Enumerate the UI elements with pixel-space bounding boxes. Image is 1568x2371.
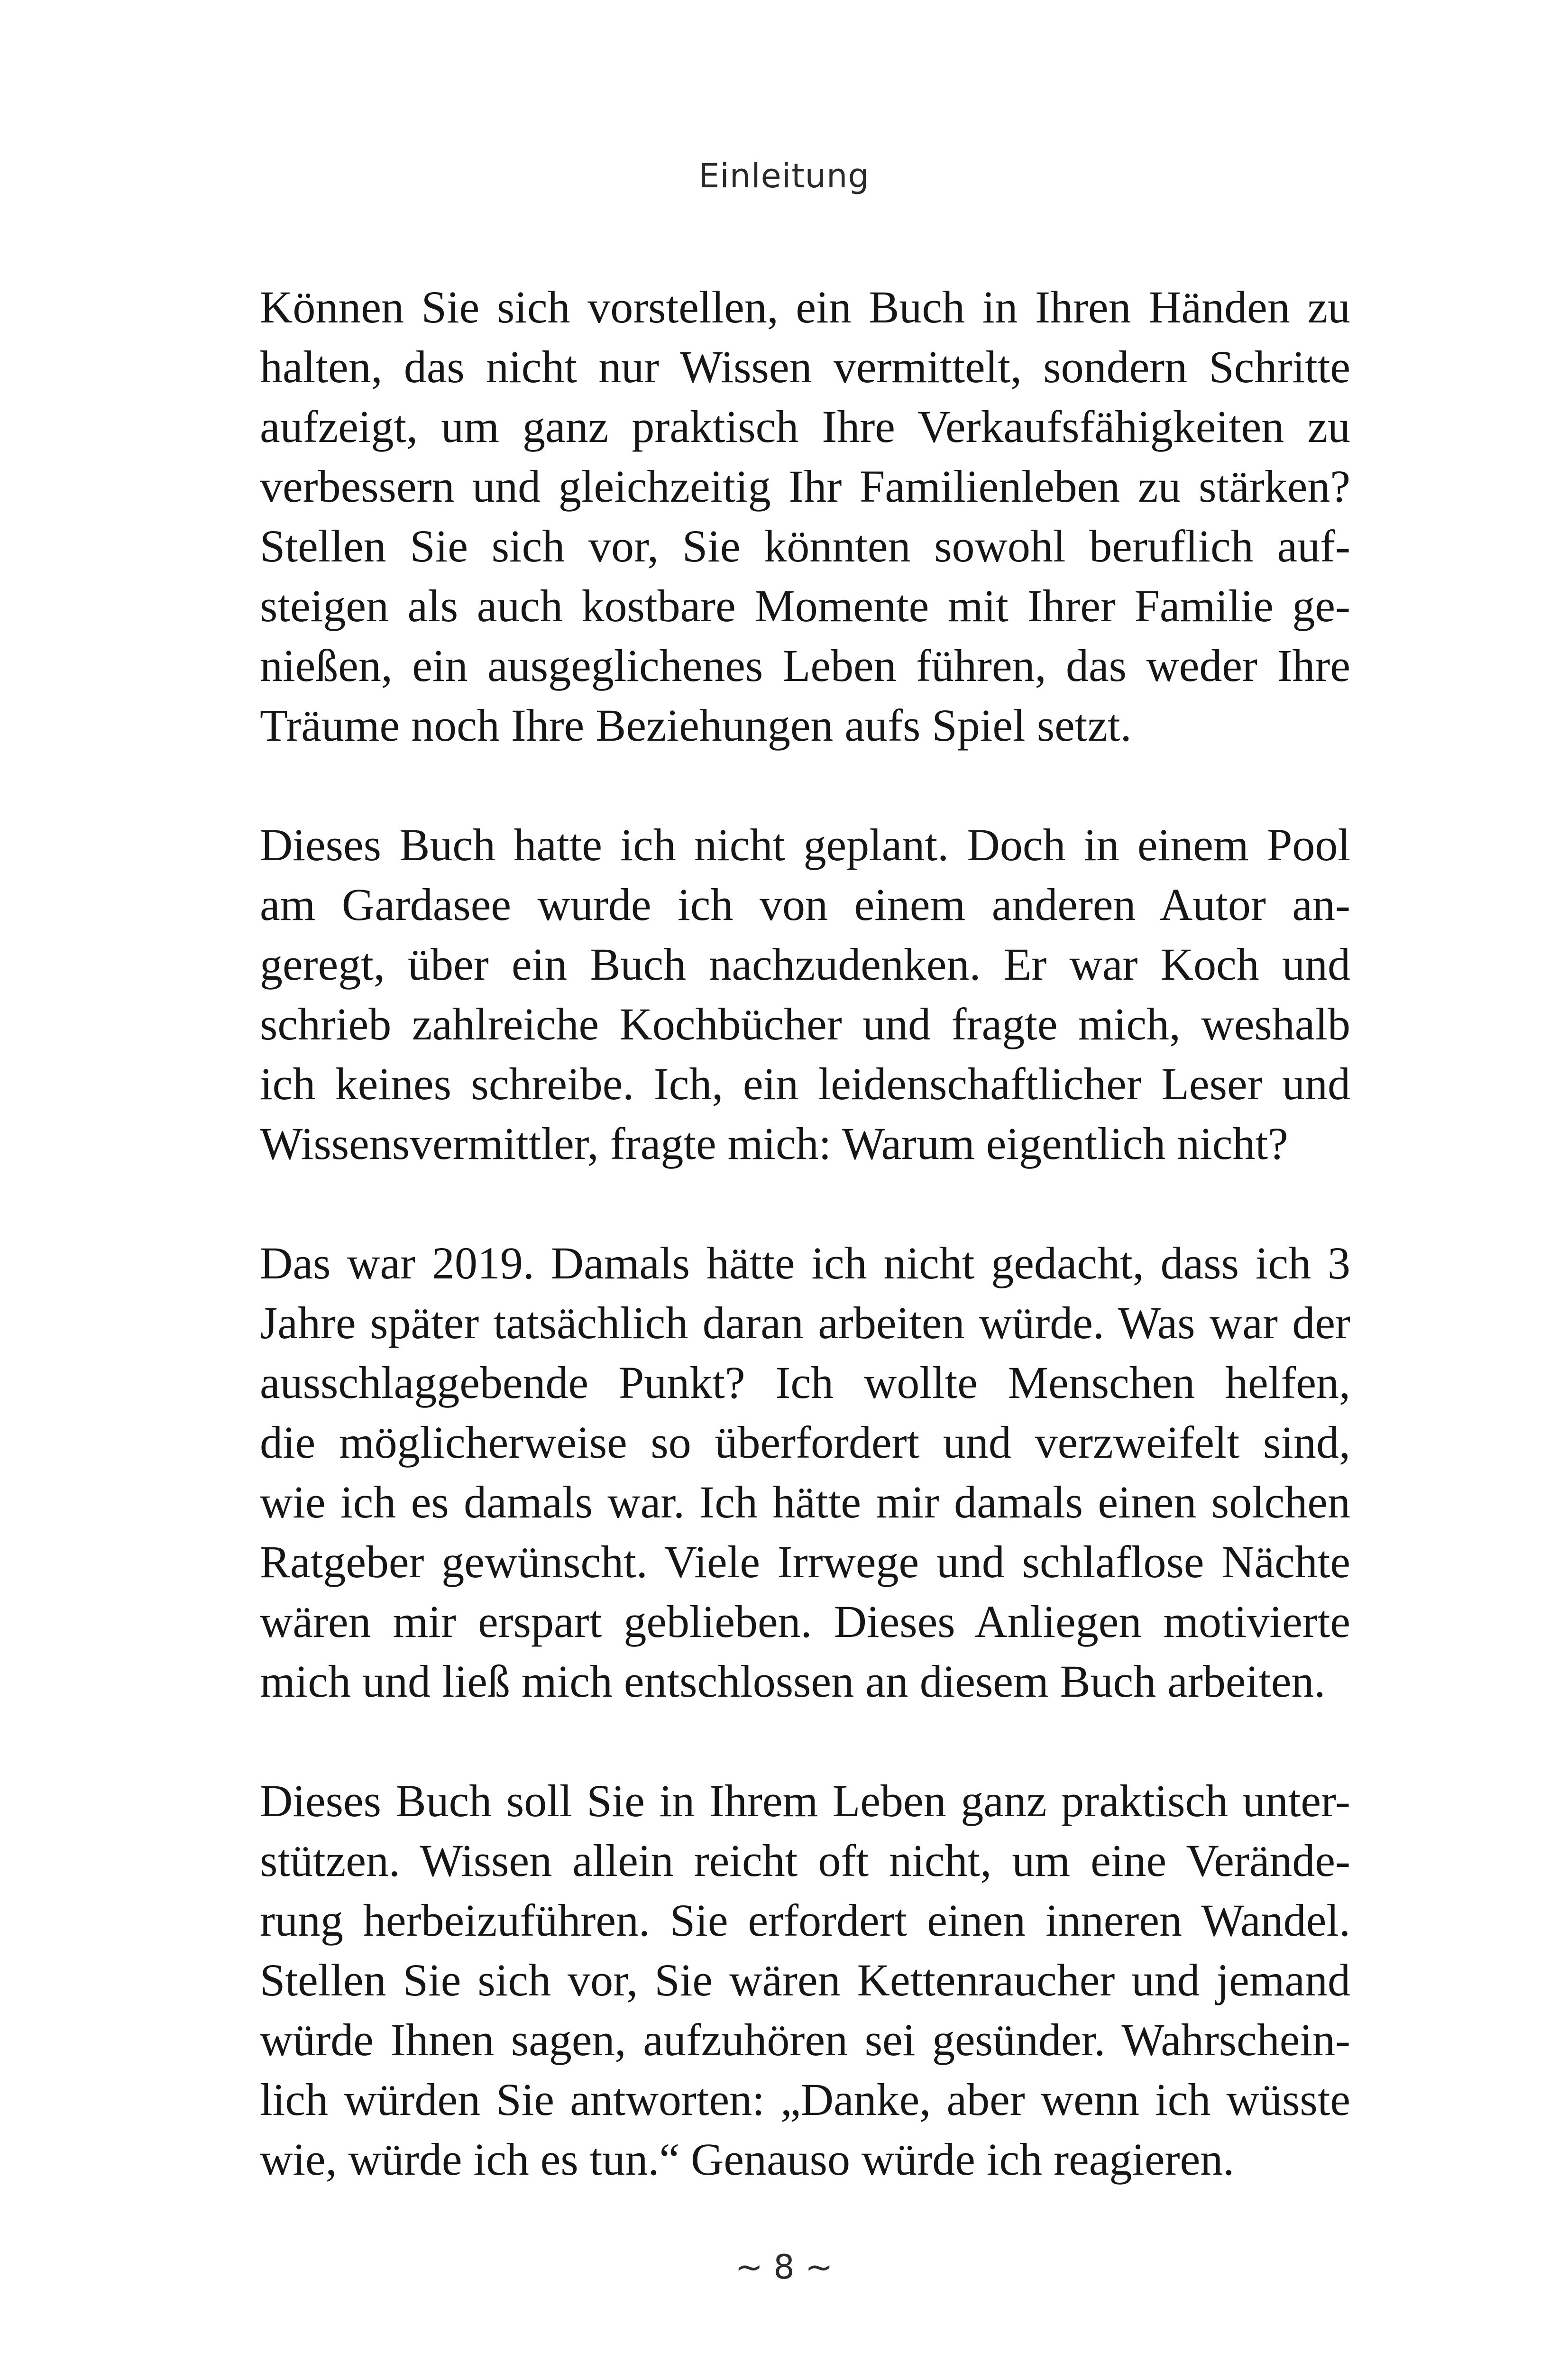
text-line: nießen, ein ausgeglichenes Leben führen, das weder Ihre: [260, 640, 1350, 691]
text-line: verbessern und gleichzeitig Ihr Familienleben zu stärken?: [260, 461, 1350, 512]
text-line: mich und ließ mich entschlossen an diesem Buch arbeiten.: [260, 1656, 1326, 1707]
text-line: steigen als auch kostbare Momente mit Ihrer Familie ge-: [260, 580, 1350, 631]
text-line: wären mir erspart geblieben. Dieses Anliegen motivierte: [260, 1596, 1350, 1647]
text-line: wie ich es damals war. Ich hätte mir damals einen solchen: [260, 1477, 1350, 1527]
text-line: Träume noch Ihre Beziehungen aufs Spiel setzt.: [260, 700, 1132, 751]
text-line: am Gardasee wurde ich von einem anderen Autor an-: [260, 879, 1350, 930]
text-line: Ratgeber gewünscht. Viele Irrwege und schlaflose Nächte: [260, 1536, 1350, 1587]
text-line: Können Sie sich vorstellen, ein Buch in Ihren Händen zu: [260, 282, 1350, 332]
text-line: Jahre später tatsächlich daran arbeiten würde. Was war der: [260, 1297, 1350, 1348]
text-line: Dieses Buch soll Sie in Ihrem Leben ganz praktisch unter-: [260, 1775, 1350, 1826]
paragraph-3: [260, 1233, 1350, 1711]
text-line: Wissensvermittler, fragte mich: Warum eigentlich nicht?: [260, 1118, 1288, 1169]
paragraph-1: [260, 277, 1350, 755]
text-line: wie, würde ich es tun.“ Genauso würde ich reagieren.: [260, 2134, 1235, 2185]
body-text: [260, 277, 1350, 2249]
text-line: Stellen Sie sich vor, Sie könnten sowohl beruflich auf-: [260, 521, 1350, 571]
running-header: Einleitung: [698, 156, 870, 195]
text-line: halten, das nicht nur Wissen vermittelt, sondern Schritte: [260, 341, 1350, 392]
text-line: stützen. Wissen allein reicht oft nicht, um eine Verände-: [260, 1835, 1350, 1886]
paragraph-4: [260, 1771, 1350, 2189]
text-line: schrieb zahlreiche Kochbücher und fragte mich, weshalb: [260, 999, 1350, 1049]
text-line: geregt, über ein Buch nachzudenken. Er war Koch und: [260, 939, 1350, 990]
text-line: rung herbeizuführen. Sie erfordert einen inneren Wandel.: [260, 1895, 1350, 1946]
text-line: ich keines schreibe. Ich, ein leidenschaftlicher Leser und: [260, 1058, 1350, 1109]
text-line: Das war 2019. Damals hätte ich nicht gedacht, dass ich 3: [260, 1238, 1350, 1288]
text-line: Stellen Sie sich vor, Sie wären Kettenraucher und jemand: [260, 1955, 1350, 2005]
text-line: Dieses Buch hatte ich nicht geplant. Doch in einem Pool: [260, 819, 1350, 870]
text-line: die möglicherweise so überfordert und verzweifelt sind,: [260, 1417, 1350, 1468]
text-line: aufzeigt, um ganz praktisch Ihre Verkaufsfähigkeiten zu: [260, 401, 1350, 452]
paragraph-2: [260, 815, 1350, 1174]
text-line: ausschlaggebende Punkt? Ich wollte Menschen helfen,: [260, 1357, 1350, 1408]
text-line: lich würden Sie antworten: „Danke, aber wenn ich wüsste: [260, 2074, 1350, 2125]
page-number: ~ 8 ~: [735, 2248, 833, 2287]
text-line: würde Ihnen sagen, aufzuhören sei gesünder. Wahrschein-: [260, 2014, 1350, 2065]
